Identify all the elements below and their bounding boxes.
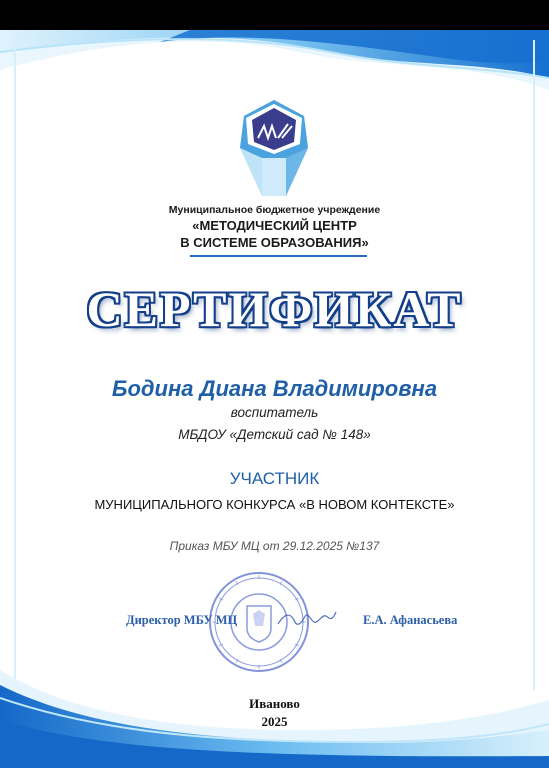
crystal-logo-icon [234, 98, 314, 198]
recipient-position: воспитатель [230, 405, 319, 420]
certificate-document [0, 30, 549, 768]
divider [190, 255, 367, 257]
organization-name-line1: «МЕТОДИЧЕСКИЙ ЦЕНТР [192, 218, 357, 233]
recipient-name: Бодина Диана Владимировна [111, 376, 438, 401]
award-status: УЧАСТНИК [229, 469, 320, 488]
organization-type: Муниципальное бюджетное учреждение [168, 204, 381, 216]
contest-name: МУНИЦИПАЛЬНОГО КОНКУРСА «В НОВОМ КОНТЕКСТЕ» [94, 497, 455, 512]
recipient-organization: МБДОУ «Детский сад № 148» [178, 427, 371, 442]
director-name: Е.А. Афанасьева [363, 613, 458, 627]
certificate-title: СЕРТИФИКАТ [86, 281, 463, 337]
phone-status-bar [0, 0, 549, 30]
city: Иваново [249, 696, 300, 711]
handwritten-signature [276, 606, 338, 632]
organization-name-line2: В СИСТЕМЕ ОБРАЗОВАНИЯ» [180, 235, 369, 250]
director-title: Директор МБУ МЦ [126, 613, 238, 627]
year: 2025 [261, 714, 288, 729]
order-reference: Приказ МБУ МЦ от 29.12.2025 №137 [169, 539, 380, 553]
